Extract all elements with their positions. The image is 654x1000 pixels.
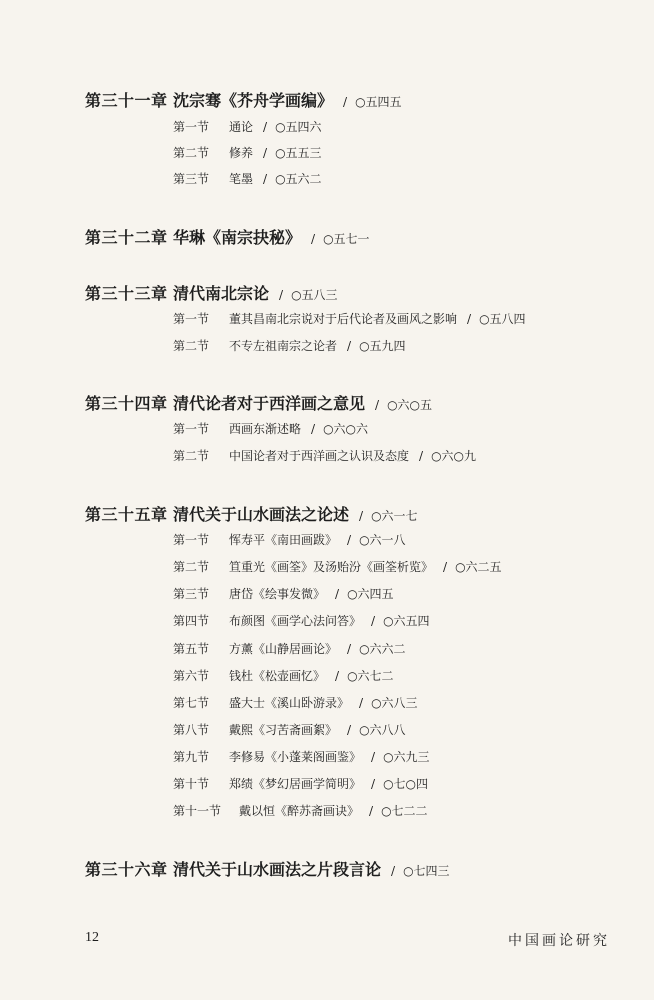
section-number: 第六节 bbox=[173, 669, 210, 683]
section-page: ○五九四 bbox=[359, 339, 406, 353]
separator: / bbox=[347, 533, 352, 547]
section-page: ○五六二 bbox=[275, 172, 322, 186]
section-page: ○五八四 bbox=[479, 312, 526, 326]
section-number: 第一节 bbox=[173, 312, 210, 326]
separator: / bbox=[263, 120, 268, 134]
section-title: 盛大士《溪山卧游录》 bbox=[229, 696, 350, 710]
separator: / bbox=[343, 95, 348, 109]
separator: / bbox=[359, 509, 364, 523]
chapter-title: 华琳《南宗抉秘》 bbox=[173, 228, 302, 247]
chapter-number: 第三十五章 bbox=[85, 505, 168, 524]
chapter-heading bbox=[85, 88, 402, 111]
separator: / bbox=[467, 312, 472, 326]
section-entry bbox=[173, 558, 502, 575]
chapter-heading bbox=[85, 391, 432, 414]
section-entry bbox=[173, 612, 430, 629]
separator: / bbox=[263, 146, 268, 160]
separator: / bbox=[263, 172, 268, 186]
chapter-page: ○六○五 bbox=[387, 398, 433, 412]
section-entry bbox=[173, 531, 406, 548]
section-entry bbox=[173, 775, 428, 792]
separator: / bbox=[371, 777, 376, 791]
separator: / bbox=[335, 587, 340, 601]
section-page: ○七○四 bbox=[383, 777, 429, 791]
separator: / bbox=[391, 864, 396, 878]
section-number: 第五节 bbox=[173, 642, 210, 656]
section-number: 第九节 bbox=[173, 750, 210, 764]
section-title: 笪重光《画筌》及汤贻汾《画筌析览》 bbox=[229, 560, 434, 574]
section-number: 第一节 bbox=[173, 422, 210, 436]
section-number: 第一节 bbox=[173, 533, 210, 547]
section-title: 笔墨 bbox=[229, 172, 254, 186]
chapter-heading bbox=[85, 225, 370, 248]
section-entry bbox=[173, 144, 322, 161]
section-entry bbox=[173, 447, 476, 464]
separator: / bbox=[375, 398, 380, 412]
chapter-page: ○五四五 bbox=[355, 95, 402, 109]
separator: / bbox=[371, 614, 376, 628]
section-entry bbox=[173, 420, 368, 437]
chapter-number: 第三十三章 bbox=[85, 284, 168, 303]
section-number: 第二节 bbox=[173, 146, 210, 160]
section-number: 第三节 bbox=[173, 587, 210, 601]
section-page: ○六二五 bbox=[455, 560, 502, 574]
section-title: 西画东渐述略 bbox=[229, 422, 302, 436]
chapter-page: ○五八三 bbox=[291, 288, 338, 302]
section-page: ○六四五 bbox=[347, 587, 394, 601]
section-number: 第一节 bbox=[173, 120, 210, 134]
chapter-heading bbox=[85, 281, 338, 304]
section-number: 第二节 bbox=[173, 339, 210, 353]
section-number: 第四节 bbox=[173, 614, 210, 628]
section-page: ○六七二 bbox=[347, 669, 394, 683]
section-title: 修养 bbox=[229, 146, 254, 160]
footer-book-title: 中国画论研究 bbox=[508, 933, 610, 949]
footer-page-number: 12 bbox=[85, 930, 99, 945]
section-entry bbox=[173, 640, 406, 657]
chapter-heading bbox=[85, 857, 450, 880]
section-number: 第八节 bbox=[173, 723, 210, 737]
section-title: 郑绩《梦幻居画学简明》 bbox=[229, 777, 362, 791]
section-title: 不专左祖南宗之论者 bbox=[229, 339, 338, 353]
section-entry bbox=[173, 310, 526, 327]
chapter-title: 清代南北宗论 bbox=[173, 284, 270, 303]
chapter-page: ○七四三 bbox=[403, 864, 450, 878]
section-page: ○七二二 bbox=[381, 804, 428, 818]
separator: / bbox=[369, 804, 374, 818]
section-page: ○六六二 bbox=[359, 642, 406, 656]
separator: / bbox=[347, 642, 352, 656]
section-page: ○六九三 bbox=[383, 750, 430, 764]
section-entry bbox=[173, 667, 394, 684]
section-title: 董其昌南北宗说对于后代论者及画风之影响 bbox=[229, 312, 458, 326]
section-number: 第二节 bbox=[173, 560, 210, 574]
section-number: 第十节 bbox=[173, 777, 210, 791]
chapter-number: 第三十一章 bbox=[85, 91, 168, 110]
section-title: 钱杜《松壶画忆》 bbox=[229, 669, 326, 683]
chapter-number: 第三十六章 bbox=[85, 860, 168, 879]
section-page: ○五五三 bbox=[275, 146, 322, 160]
chapter-number: 第三十二章 bbox=[85, 228, 168, 247]
section-entry bbox=[173, 694, 418, 711]
separator: / bbox=[311, 422, 316, 436]
section-entry bbox=[173, 170, 322, 187]
chapter-title: 清代关于山水画法之论述 bbox=[173, 505, 350, 524]
section-title: 通论 bbox=[229, 120, 254, 134]
separator: / bbox=[347, 339, 352, 353]
section-title: 李修易《小蓬莱阁画鉴》 bbox=[229, 750, 362, 764]
section-entry bbox=[173, 802, 428, 819]
separator: / bbox=[443, 560, 448, 574]
chapter-title: 清代关于山水画法之片段言论 bbox=[173, 860, 382, 879]
section-number: 第七节 bbox=[173, 696, 210, 710]
section-entry bbox=[173, 337, 406, 354]
separator: / bbox=[419, 449, 424, 463]
section-number: 第二节 bbox=[173, 449, 210, 463]
section-entry bbox=[173, 721, 406, 738]
section-entry bbox=[173, 585, 394, 602]
separator: / bbox=[335, 669, 340, 683]
separator: / bbox=[359, 696, 364, 710]
chapter-page: ○五七一 bbox=[323, 232, 370, 246]
separator: / bbox=[347, 723, 352, 737]
section-entry bbox=[173, 748, 430, 765]
chapter-page: ○六一七 bbox=[371, 509, 418, 523]
section-title: 布颜图《画学心法问答》 bbox=[229, 614, 362, 628]
section-entry bbox=[173, 118, 322, 135]
section-title: 方薰《山静居画论》 bbox=[229, 642, 338, 656]
section-page: ○五四六 bbox=[275, 120, 322, 134]
separator: / bbox=[311, 232, 316, 246]
section-number: 第十一节 bbox=[173, 804, 222, 818]
section-page: ○六○九 bbox=[431, 449, 477, 463]
chapter-heading bbox=[85, 502, 418, 525]
section-title: 唐岱《绘事发微》 bbox=[229, 587, 326, 601]
section-page: ○六一八 bbox=[359, 533, 406, 547]
chapter-number: 第三十四章 bbox=[85, 394, 168, 413]
section-page: ○六八三 bbox=[371, 696, 418, 710]
section-title: 戴熙《习苦斋画絮》 bbox=[229, 723, 338, 737]
section-title: 中国论者对于西洋画之认识及态度 bbox=[229, 449, 410, 463]
section-title: 恽寿平《南田画跋》 bbox=[229, 533, 338, 547]
section-page: ○六八八 bbox=[359, 723, 406, 737]
section-page: ○六○六 bbox=[323, 422, 369, 436]
separator: / bbox=[371, 750, 376, 764]
section-title: 戴以恒《醉苏斋画诀》 bbox=[239, 804, 360, 818]
section-page: ○六五四 bbox=[383, 614, 430, 628]
separator: / bbox=[279, 288, 284, 302]
section-number: 第三节 bbox=[173, 172, 210, 186]
chapter-title: 清代论者对于西洋画之意见 bbox=[173, 394, 366, 413]
chapter-title: 沈宗骞《芥舟学画编》 bbox=[173, 91, 334, 110]
